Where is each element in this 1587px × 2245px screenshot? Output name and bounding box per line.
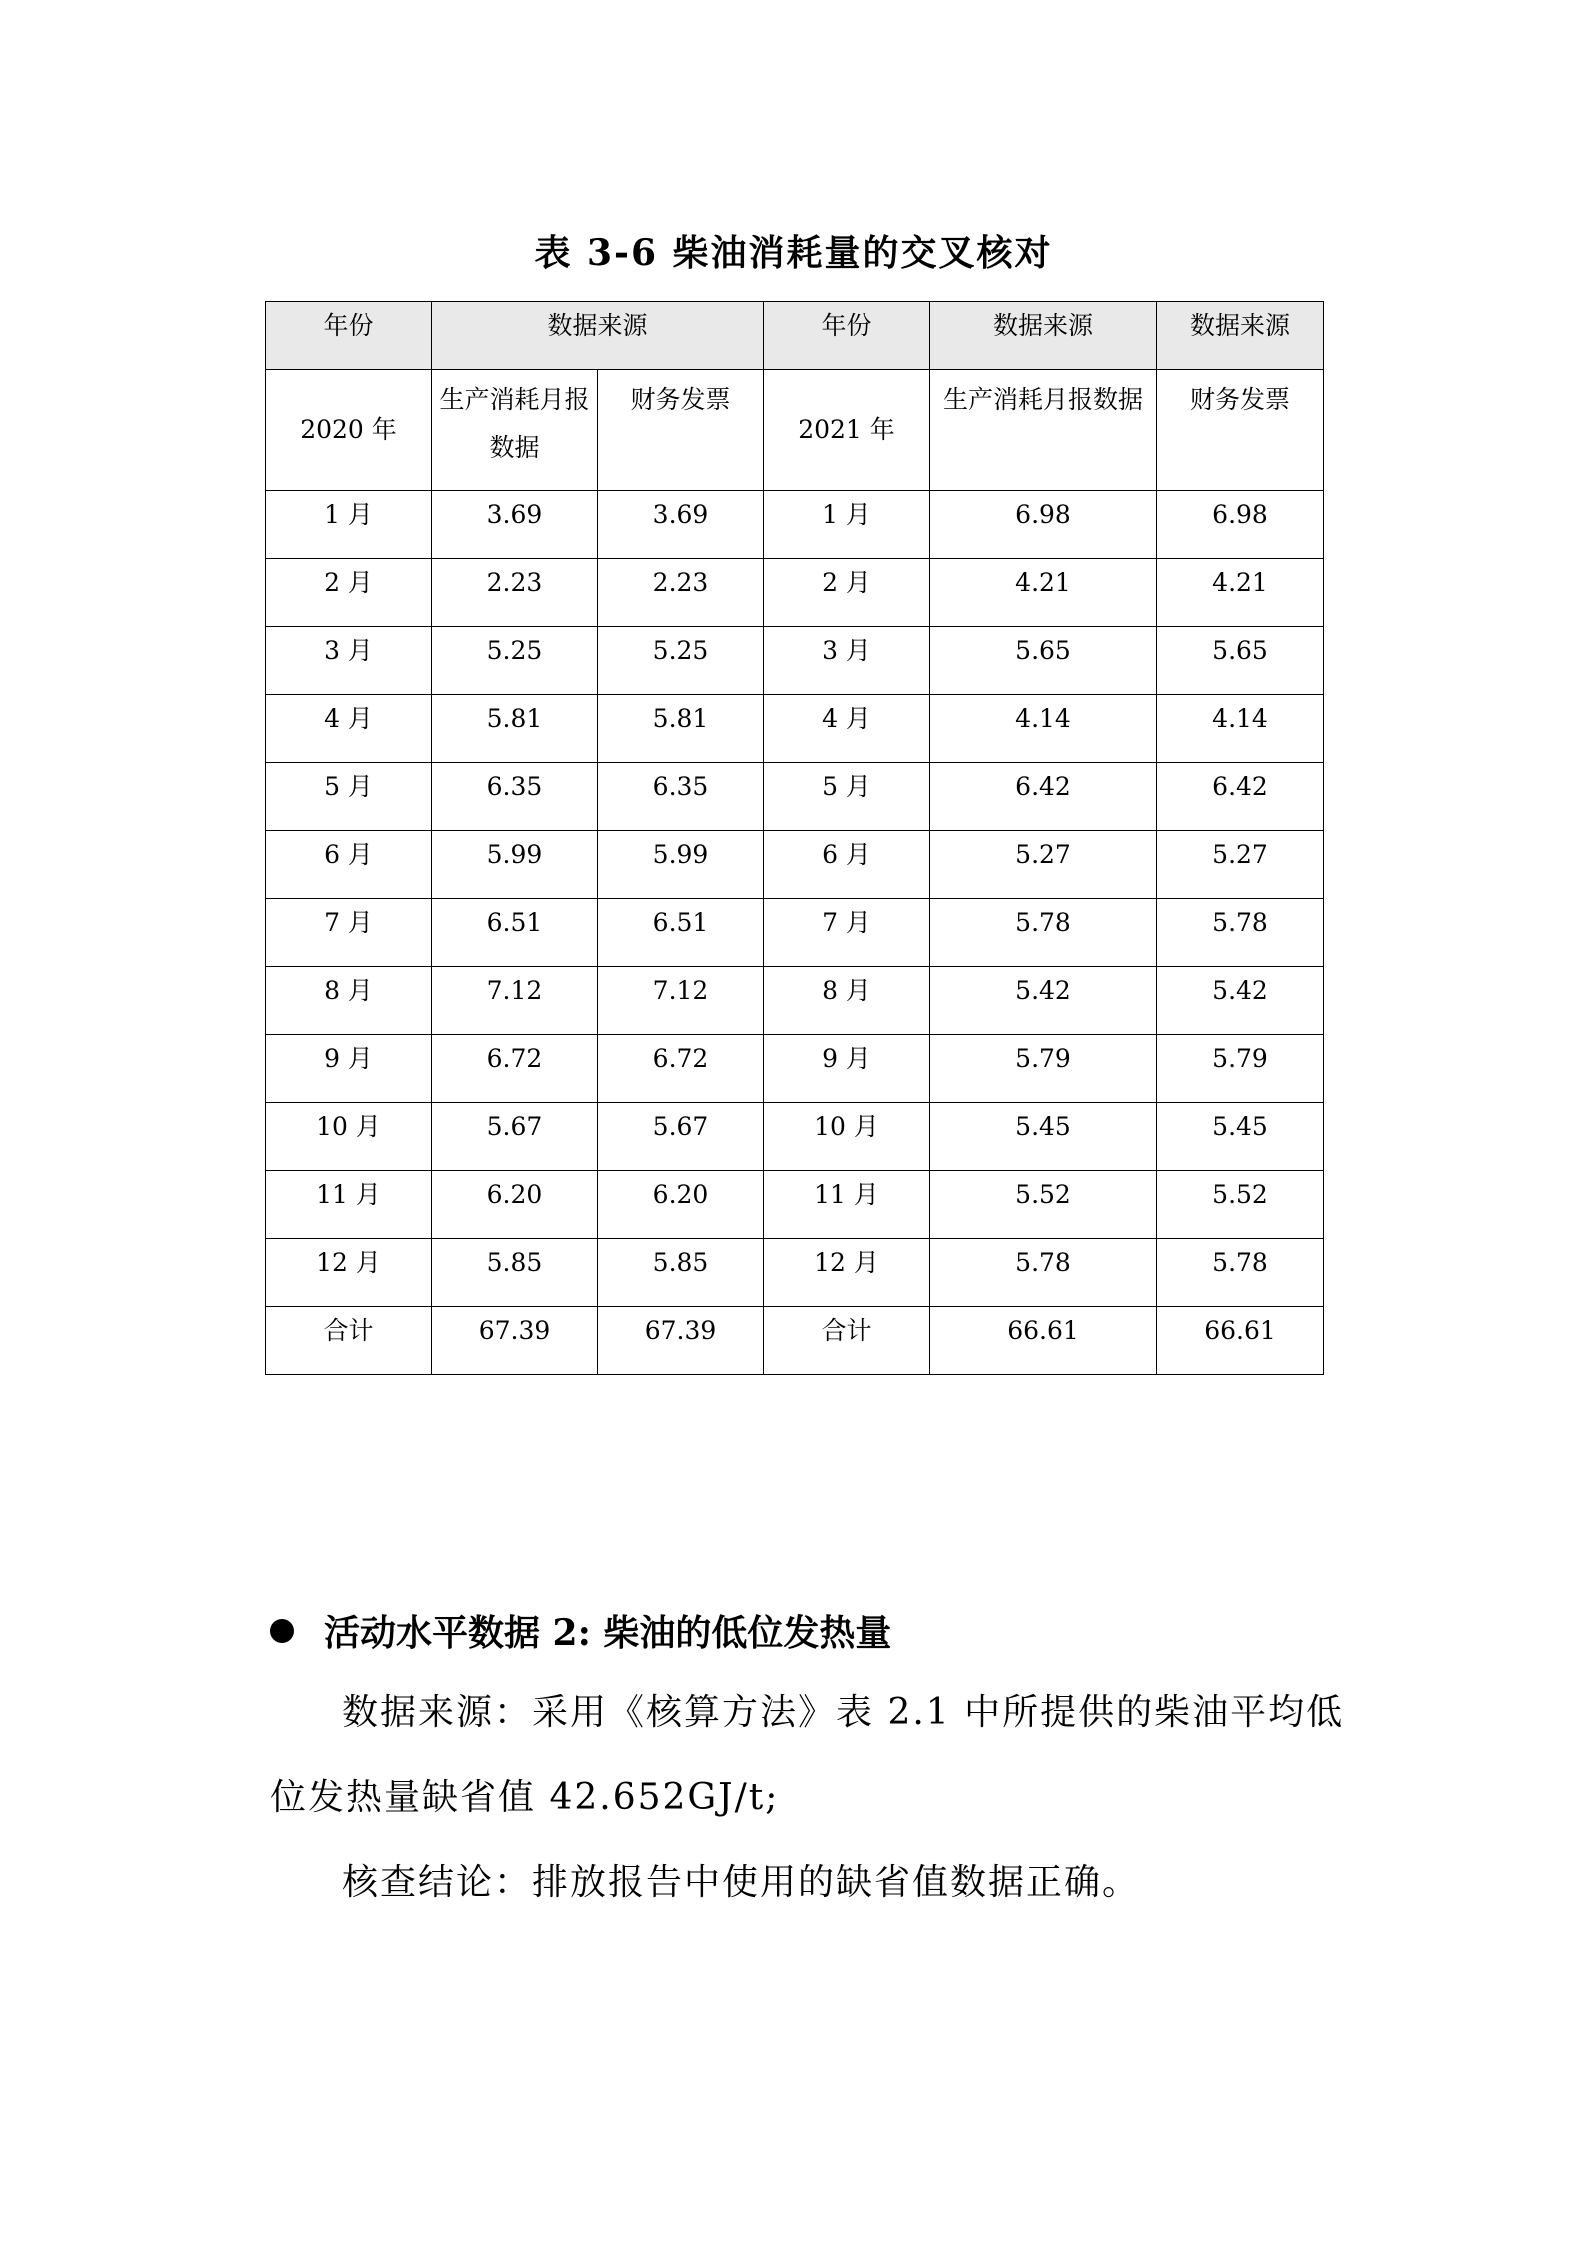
table-cell: 7.12 bbox=[598, 967, 764, 1035]
table-cell: 67.39 bbox=[598, 1307, 764, 1375]
table-cell: 5.79 bbox=[1157, 1035, 1324, 1103]
table-cell: 4 月 bbox=[266, 695, 432, 763]
section-heading bbox=[270, 1605, 891, 1656]
header-row bbox=[266, 302, 1324, 370]
table-cell: 2 月 bbox=[764, 559, 930, 627]
table-cell: 12 月 bbox=[764, 1239, 930, 1307]
table-cell: 5.42 bbox=[1157, 967, 1324, 1035]
table-cell: 7 月 bbox=[266, 899, 432, 967]
paragraph-conclusion: 核查结论：排放报告中使用的缺省值数据正确。 bbox=[342, 1862, 1141, 1903]
table-cell: 5.25 bbox=[598, 627, 764, 695]
table-cell: 5.67 bbox=[598, 1103, 764, 1171]
table-row bbox=[266, 627, 1324, 695]
table-cell: 5.42 bbox=[930, 967, 1157, 1035]
table-cell: 合计 bbox=[266, 1307, 432, 1375]
table-cell: 7.12 bbox=[432, 967, 598, 1035]
table-cell: 5.52 bbox=[930, 1171, 1157, 1239]
subheader-row bbox=[266, 370, 1324, 491]
table-cell: 3 月 bbox=[266, 627, 432, 695]
table-cell: 4.14 bbox=[930, 695, 1157, 763]
table-cell: 6.98 bbox=[1157, 491, 1324, 559]
table-cell: 2.23 bbox=[598, 559, 764, 627]
table-cell: 6.51 bbox=[432, 899, 598, 967]
section-heading-text: 活动水平数据 2: 柴油的低位发热量 bbox=[324, 1612, 892, 1654]
table-cell: 11 月 bbox=[266, 1171, 432, 1239]
header-cell: 数据来源 bbox=[1157, 302, 1324, 370]
table-row bbox=[266, 1239, 1324, 1307]
table-cell: 5.81 bbox=[432, 695, 598, 763]
table-cell: 5.25 bbox=[432, 627, 598, 695]
table-cell: 9 月 bbox=[266, 1035, 432, 1103]
table-cell: 3.69 bbox=[432, 491, 598, 559]
table-cell: 5.99 bbox=[598, 831, 764, 899]
table-cell: 1 月 bbox=[266, 491, 432, 559]
header-cell: 年份 bbox=[764, 302, 930, 370]
table-cell: 5.45 bbox=[1157, 1103, 1324, 1171]
table-cell: 8 月 bbox=[764, 967, 930, 1035]
table-cell: 合计 bbox=[764, 1307, 930, 1375]
table-cell: 66.61 bbox=[930, 1307, 1157, 1375]
table-cell: 6.51 bbox=[598, 899, 764, 967]
table-cell: 5.27 bbox=[930, 831, 1157, 899]
table-cell: 4 月 bbox=[764, 695, 930, 763]
table-cell: 10 月 bbox=[266, 1103, 432, 1171]
table-row bbox=[266, 831, 1324, 899]
table-cell: 66.61 bbox=[1157, 1307, 1324, 1375]
table-cell: 6.20 bbox=[598, 1171, 764, 1239]
table-cell: 6.72 bbox=[598, 1035, 764, 1103]
table-cell: 6.35 bbox=[432, 763, 598, 831]
table-cell: 5.27 bbox=[1157, 831, 1324, 899]
table-cell: 3.69 bbox=[598, 491, 764, 559]
table-row bbox=[266, 899, 1324, 967]
table-row bbox=[266, 1171, 1324, 1239]
table-row bbox=[266, 1307, 1324, 1375]
table-cell: 11 月 bbox=[764, 1171, 930, 1239]
table-cell: 6 月 bbox=[266, 831, 432, 899]
table-row bbox=[266, 1103, 1324, 1171]
table-cell: 4.21 bbox=[1157, 559, 1324, 627]
table-row bbox=[266, 1035, 1324, 1103]
table-cell: 5.81 bbox=[598, 695, 764, 763]
table-cell: 6.98 bbox=[930, 491, 1157, 559]
table-cell: 6 月 bbox=[764, 831, 930, 899]
table-cell: 5.67 bbox=[432, 1103, 598, 1171]
table-cell: 6.35 bbox=[598, 763, 764, 831]
table-cell: 5 月 bbox=[764, 763, 930, 831]
year-2021-cell: 2021 年 bbox=[764, 370, 930, 491]
header-cell: 数据来源 bbox=[930, 302, 1157, 370]
table-row bbox=[266, 695, 1324, 763]
subheader-cell: 生产消耗月报数据 bbox=[930, 370, 1157, 491]
bullet-icon bbox=[270, 1619, 294, 1643]
table-cell: 5.78 bbox=[930, 1239, 1157, 1307]
table-title: 表 3-6 柴油消耗量的交叉核对 bbox=[534, 232, 1053, 274]
diesel-cross-check-table bbox=[265, 301, 1324, 1375]
subheader-cell: 财务发票 bbox=[598, 370, 764, 491]
subheader-cell: 生产消耗月报数据 bbox=[432, 370, 598, 491]
table-cell: 6.42 bbox=[930, 763, 1157, 831]
table-cell: 5.78 bbox=[930, 899, 1157, 967]
table-cell: 7 月 bbox=[764, 899, 930, 967]
table-cell: 2 月 bbox=[266, 559, 432, 627]
table-cell: 4.21 bbox=[930, 559, 1157, 627]
table-cell: 3 月 bbox=[764, 627, 930, 695]
header-cell: 年份 bbox=[266, 302, 432, 370]
table-cell: 5.99 bbox=[432, 831, 598, 899]
table-cell: 5.78 bbox=[1157, 1239, 1324, 1307]
table-cell: 5.65 bbox=[930, 627, 1157, 695]
table-cell: 8 月 bbox=[266, 967, 432, 1035]
table-cell: 6.42 bbox=[1157, 763, 1324, 831]
table-cell: 2.23 bbox=[432, 559, 598, 627]
table-cell: 4.14 bbox=[1157, 695, 1324, 763]
table-cell: 10 月 bbox=[764, 1103, 930, 1171]
year-2020-cell: 2020 年 bbox=[266, 370, 432, 491]
table-cell: 5.45 bbox=[930, 1103, 1157, 1171]
table-cell: 5.52 bbox=[1157, 1171, 1324, 1239]
table-cell: 1 月 bbox=[764, 491, 930, 559]
subheader-cell: 财务发票 bbox=[1157, 370, 1324, 491]
table-row bbox=[266, 491, 1324, 559]
table-cell: 9 月 bbox=[764, 1035, 930, 1103]
table-cell: 5.78 bbox=[1157, 899, 1324, 967]
header-cell: 数据来源 bbox=[432, 302, 764, 370]
table-cell: 67.39 bbox=[432, 1307, 598, 1375]
table-row bbox=[266, 559, 1324, 627]
table-cell: 12 月 bbox=[266, 1239, 432, 1307]
table-row bbox=[266, 967, 1324, 1035]
table-cell: 5.85 bbox=[432, 1239, 598, 1307]
table-cell: 5.65 bbox=[1157, 627, 1324, 695]
table-cell: 5.79 bbox=[930, 1035, 1157, 1103]
table-row bbox=[266, 763, 1324, 831]
table-cell: 5.85 bbox=[598, 1239, 764, 1307]
table-cell: 6.72 bbox=[432, 1035, 598, 1103]
table-cell: 6.20 bbox=[432, 1171, 598, 1239]
table-cell: 5 月 bbox=[266, 763, 432, 831]
paragraph-data-source: 数据来源：采用《核算方法》表 2.1 中所提供的柴油平均低位发热量缺省值 42.652GJ/t; bbox=[270, 1692, 1345, 1818]
